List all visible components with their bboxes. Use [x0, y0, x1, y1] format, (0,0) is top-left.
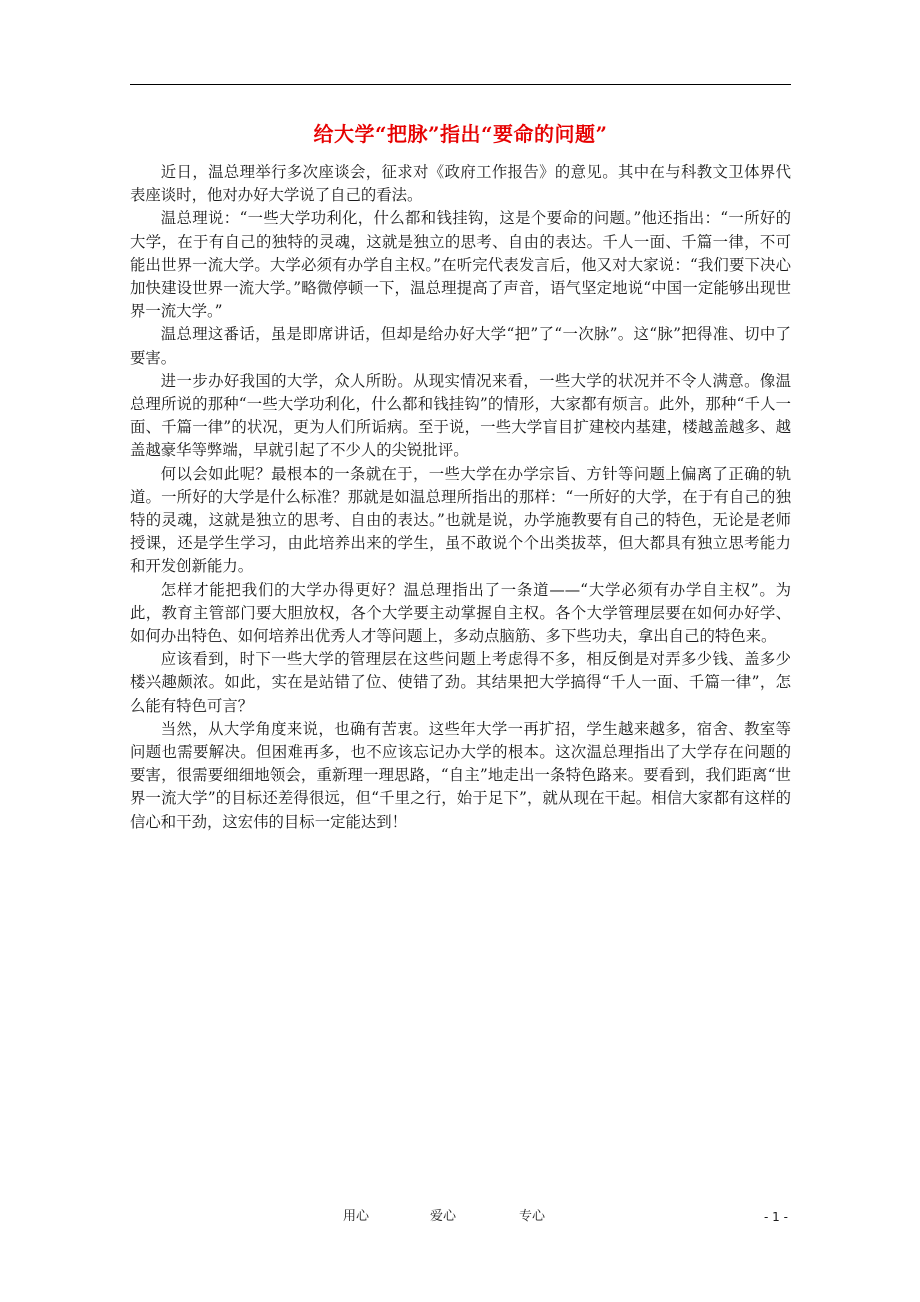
paragraph: 进一步办好我国的大学，众人所盼。从现实情况来看，一些大学的状况并不令人满意。像温总理所说的那种“一些大学功利化，什么都和钱挂钩”的情形，大家都有烦言。此外，那种“千人一面、千篇一律”的状况，更为人们所诟病。至于说，一些大学盲目扩建校内基建，楼越盖越多、越盖越豪华等弊端，早就引起了不少人的尖锐批评。: [130, 371, 791, 460]
paragraph: 近日，温总理举行多次座谈会，征求对《政府工作报告》的意见。其中在与科教文卫体界代表座谈时，他对办好大学说了自己的看法。: [130, 163, 791, 205]
header-rule: [130, 84, 791, 85]
page-number: - 1 -: [764, 1210, 788, 1224]
footer-motto-3: 专心: [519, 1209, 546, 1224]
footer-motto-2: 爱心: [430, 1209, 457, 1224]
paragraph: 应该看到，时下一些大学的管理层在这些问题上考虑得不多，相反倒是对弄多少钱、盖多少楼兴趣颇浓。如此，实在是站错了位、使错了劲。其结果把大学搞得“千人一面、千篇一律”，怎么能有特色可言？: [130, 650, 791, 715]
footer-motto-1: 用心: [343, 1209, 370, 1224]
article-title: 给大学“把脉”指出“要命的问题”: [313, 122, 608, 146]
paragraph: 当然，从大学角度来说，也确有苦衷。这些年大学一再扩招，学生越来越多，宿舍、教室等问题也需要解决。但困难再多，也不应该忘记办大学的根本。这次温总理指出了大学存在问题的要害，很需要细细地领会，重新理一理思路，“自主”地走出一条特色路来。要看到，我们距离“世界一流大学”的目标还差得很远，但“千里之行，始于足下”，就从现在干起。相信大家都有这样的信心和干劲，这宏伟的目标一定能达到！: [130, 719, 791, 831]
paragraph: 温总理说：“一些大学功利化，什么都和钱挂钩，这是个要命的问题。”他还指出：“一所好的大学，在于有自己的独特的灵魂，这就是独立的思考、自由的表达。千人一面、千篇一律，不可能出世界一流大学。大学必须有办学自主权。”在听完代表发言后，他又对大家说：“我们要下决心加快建设世界一流大学。”略微停顿一下，温总理提高了声音，语气坚定地说“中国一定能够出现世界一流大学。”: [130, 209, 791, 321]
paragraph: 何以会如此呢？最根本的一条就在于，一些大学在办学宗旨、方针等问题上偏离了正确的轨道。一所好的大学是什么标准？那就是如温总理所指出的那样：“一所好的大学，在于有自己的独特的灵魂，这就是独立的思考、自由的表达。”也就是说，办学施教要有自己的特色，无论是老师授课，还是学生学习，由此培养出来的学生，虽不敢说个个出类拔萃，但大都具有独立思考能力和开发创新能力。: [130, 464, 791, 576]
paragraph: 温总理这番话，虽是即席讲话，但却是给办好大学“把”了“一次脉”。这“脉”把得准、切中了要害。: [130, 325, 791, 367]
paragraph: 怎样才能把我们的大学办得更好？温总理指出了一条道——“大学必须有办学自主权”。为此，教育主管部门要大胆放权，各个大学要主动掌握自主权。各个大学管理层要在如何办好学、如何办出特色、如何培养出优秀人才等问题上，多动点脑筋、多下些功夫，拿出自己的特色来。: [130, 580, 791, 646]
article-body: [130, 161, 791, 834]
page-footer: [0, 1207, 920, 1227]
